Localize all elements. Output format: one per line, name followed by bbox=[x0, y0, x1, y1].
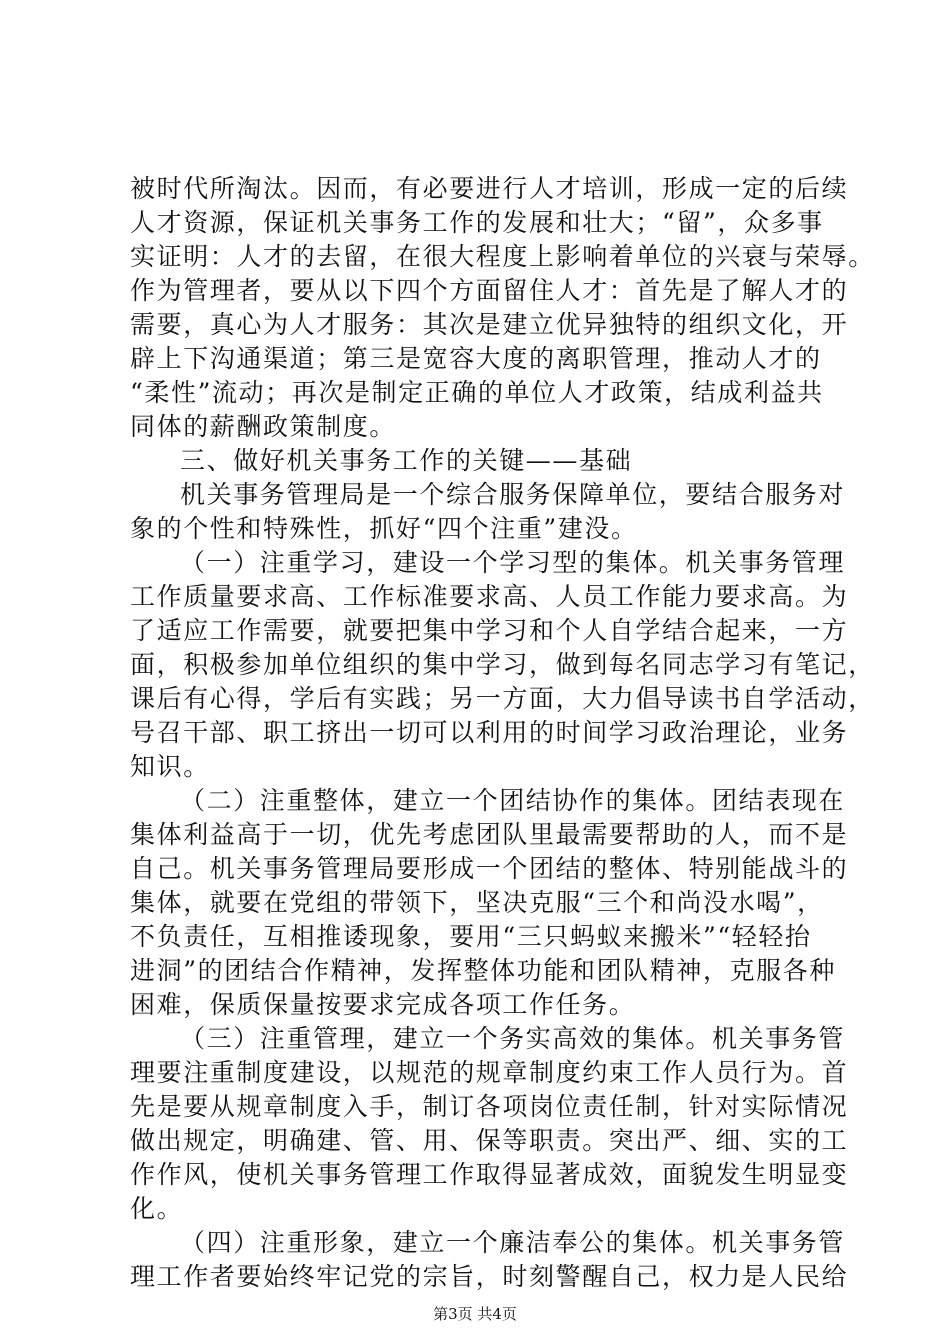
text-line: 辟上下沟通渠道；第三是宽容大度的离职管理，推动人才的 bbox=[130, 344, 822, 373]
text-line: 同体的薪酬政策制度。 bbox=[130, 412, 397, 441]
text-line: 作作风，使机关事务管理工作取得显著成效，面貌发生明显变 bbox=[130, 1160, 849, 1189]
text-line: （三）注重管理，建立一个务实高效的集体。机关事务管 bbox=[180, 1024, 846, 1053]
text-line: 化。 bbox=[130, 1194, 184, 1223]
text-line: 先是要从规章制度入手，制订各项岗位责任制，针对实际情况 bbox=[130, 1092, 849, 1121]
text-line: 困难，保质保量按要求完成各项工作任务。 bbox=[130, 990, 636, 1019]
text-line: （二）注重整体，建立一个团结协作的集体。团结表现在 bbox=[180, 786, 846, 815]
text-line: （四）注重形象，建立一个廉洁奉公的集体。机关事务管 bbox=[180, 1228, 846, 1257]
text-line: 不负责任，互相推诿现象，要用“三只蚂蚁来搬米”“轻轻抬 bbox=[130, 922, 812, 951]
text-line: 进洞”的团结合作精神，发挥整体功能和团队精神，克服各种 bbox=[130, 956, 836, 985]
text-line: 象的个性和特殊性，抓好“四个注重”建没。 bbox=[130, 514, 638, 543]
section-heading: 三、做好机关事务工作的关键——基础 bbox=[180, 446, 633, 475]
text-line: （一）注重学习，建设一个学习型的集体。机关事务管理 bbox=[180, 548, 846, 577]
text-line: 工作质量要求高、工作标准要求高、人员工作能力要求高。为 bbox=[130, 582, 849, 611]
text-line: 集体利益高于一切，优先考虑团队里最需要帮助的人，而不是 bbox=[130, 820, 849, 849]
text-line: 需要，真心为人才服务：其次是建立优异独特的组织文化，开 bbox=[130, 310, 849, 339]
text-line: 面，积极参加单位组织的集中学习，做到每名同志学习有笔记， bbox=[130, 650, 875, 679]
text-line: “柔性”流动；再次是制定正确的单位人才政策，结成利益共 bbox=[130, 378, 824, 407]
text-line: 了适应工作需要，就要把集中学习和个人自学结合起来，一方 bbox=[130, 616, 849, 645]
text-line: 课后有心得，学后有实践；另一方面，大力倡导读书自学活动， bbox=[130, 684, 875, 713]
text-line: 知识。 bbox=[130, 752, 210, 781]
text-line: 号召干部、职工挤出一切可以利用的时间学习政治理论，业务 bbox=[130, 718, 849, 747]
text-line: 理要注重制度建设，以规范的规章制度约束工作人员行为。首 bbox=[130, 1058, 849, 1087]
text-line: 集体，就要在党组的带领下，坚决克服“三个和尚没水喝”， bbox=[130, 888, 824, 917]
text-line: 被时代所淘汰。因而，有必要进行人才培训，形成一定的后续 bbox=[130, 174, 849, 203]
text-line: 机关事务管理局是一个综合服务保障单位，要结合服务对 bbox=[180, 480, 846, 509]
text-line: 做出规定，明确建、管、用、保等职责。突出严、细、实的工 bbox=[130, 1126, 849, 1155]
text-line: 实证明：人才的去留，在很大程度上影响着单位的兴衰与荣辱。 bbox=[130, 242, 875, 271]
text-line: 自己。机关事务管理局要形成一个团结的整体、特别能战斗的 bbox=[130, 854, 849, 883]
text-line: 人才资源，保证机关事务工作的发展和壮大；“留”，众多事 bbox=[130, 208, 824, 237]
text-line: 理工作者要始终牢记党的宗旨，时刻警醒自己，权力是人民给 bbox=[130, 1262, 849, 1291]
page-footer: 第3页 共4页 bbox=[433, 1305, 517, 1323]
text-line: 作为管理者，要从以下四个方面留住人才：首先是了解人才的 bbox=[130, 276, 849, 305]
